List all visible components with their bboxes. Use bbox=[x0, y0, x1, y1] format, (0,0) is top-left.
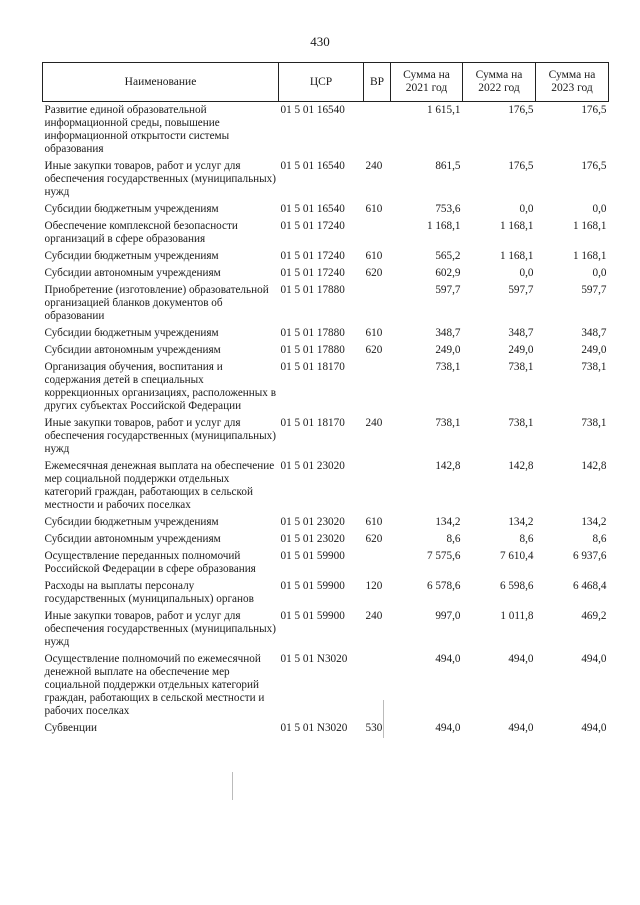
row-name: Иные закупки товаров, работ и услуг для обеспечения государственных (муниципальных) нужд bbox=[44, 160, 276, 198]
row-sum-2022: 7 610,4 bbox=[499, 550, 534, 562]
row-name: Субсидии бюджетным учреждениям bbox=[44, 203, 219, 215]
row-csr: 01 5 01 59900 bbox=[280, 580, 345, 592]
row-csr: 01 5 01 23020 bbox=[280, 516, 345, 528]
row-vr bbox=[364, 550, 391, 580]
row-sum-2023: 738,1 bbox=[581, 417, 607, 429]
row-csr: 01 5 01 17880 bbox=[280, 344, 345, 356]
row-name: Субсидии автономным учреждениям bbox=[44, 533, 221, 545]
table-row bbox=[43, 610, 609, 653]
row-sum-2021: 249,0 bbox=[435, 344, 461, 356]
table-row bbox=[43, 722, 609, 739]
row-sum-2023: 0,0 bbox=[592, 267, 607, 279]
row-vr: 610 bbox=[365, 516, 383, 528]
row-name: Приобретение (изготовление) образовательной организацией бланков документов об образовании bbox=[44, 284, 269, 322]
header-sum-2022: Сумма на 2022 год bbox=[463, 63, 536, 102]
row-vr bbox=[364, 460, 391, 516]
row-sum-2021: 142,8 bbox=[435, 460, 461, 472]
row-name: Организация обучения, воспитания и содержания детей в специальных коррекционных организациях, расположенных в других субъектах Российской Федерации bbox=[44, 361, 276, 412]
row-sum-2022: 6 598,6 bbox=[499, 580, 534, 592]
row-sum-2022: 1 168,1 bbox=[499, 220, 534, 232]
header-sum-2021: Сумма на 2021 год bbox=[391, 63, 463, 102]
row-sum-2021: 6 578,6 bbox=[426, 580, 461, 592]
row-csr: 01 5 01 59900 bbox=[280, 550, 345, 562]
row-sum-2021: 348,7 bbox=[435, 327, 461, 339]
scan-artifact bbox=[232, 772, 233, 800]
row-csr: 01 5 01 N3020 bbox=[280, 722, 348, 734]
table-header bbox=[43, 63, 609, 102]
row-sum-2021: 597,7 bbox=[435, 284, 461, 296]
row-sum-2021: 602,9 bbox=[435, 267, 461, 279]
table-body bbox=[43, 102, 609, 740]
table-row bbox=[43, 327, 609, 344]
row-sum-2023: 176,5 bbox=[581, 160, 607, 172]
table-row bbox=[43, 102, 609, 161]
row-name: Субсидии бюджетным учреждениям bbox=[44, 327, 219, 339]
row-sum-2022: 176,5 bbox=[508, 160, 534, 172]
row-name: Обеспечение комплексной безопасности организаций в сфере образования bbox=[44, 220, 238, 245]
row-vr: 120 bbox=[365, 580, 383, 592]
table-row bbox=[43, 417, 609, 460]
table-row bbox=[43, 533, 609, 550]
row-vr: 240 bbox=[365, 160, 383, 172]
row-csr: 01 5 01 17240 bbox=[280, 267, 345, 279]
row-vr: 610 bbox=[365, 250, 383, 262]
row-csr: 01 5 01 17880 bbox=[280, 327, 345, 339]
header-vr: ВР bbox=[364, 63, 391, 102]
row-sum-2021: 7 575,6 bbox=[426, 550, 461, 562]
row-vr bbox=[364, 220, 391, 250]
table-row bbox=[43, 361, 609, 417]
row-sum-2022: 249,0 bbox=[508, 344, 534, 356]
row-vr: 240 bbox=[365, 417, 383, 429]
row-vr: 530 bbox=[365, 722, 383, 734]
table-row bbox=[43, 160, 609, 203]
row-name: Иные закупки товаров, работ и услуг для обеспечения государственных (муниципальных) нужд bbox=[44, 417, 276, 455]
table-row bbox=[43, 653, 609, 722]
row-sum-2022: 494,0 bbox=[508, 722, 534, 734]
row-vr: 620 bbox=[365, 533, 383, 545]
row-sum-2022: 597,7 bbox=[508, 284, 534, 296]
row-sum-2021: 8,6 bbox=[446, 533, 461, 545]
header-name: Наименование bbox=[43, 63, 279, 102]
row-vr bbox=[364, 653, 391, 722]
row-vr bbox=[364, 102, 391, 161]
row-sum-2023: 134,2 bbox=[581, 516, 607, 528]
row-csr: 01 5 01 18170 bbox=[280, 361, 345, 373]
row-csr: 01 5 01 16540 bbox=[280, 104, 345, 116]
row-vr bbox=[364, 361, 391, 417]
table-row bbox=[43, 344, 609, 361]
row-vr: 240 bbox=[365, 610, 383, 622]
row-sum-2023: 8,6 bbox=[592, 533, 607, 545]
row-sum-2022: 738,1 bbox=[508, 417, 534, 429]
row-sum-2022: 494,0 bbox=[508, 653, 534, 665]
row-sum-2023: 738,1 bbox=[581, 361, 607, 373]
row-csr: 01 5 01 17880 bbox=[280, 284, 345, 296]
table-row bbox=[43, 267, 609, 284]
row-name: Осуществление переданных полномочий Российской Федерации в сфере образования bbox=[44, 550, 256, 575]
table-row bbox=[43, 460, 609, 516]
row-sum-2021: 494,0 bbox=[435, 722, 461, 734]
row-csr: 01 5 01 23020 bbox=[280, 533, 345, 545]
row-name: Субсидии автономным учреждениям bbox=[44, 267, 221, 279]
row-csr: 01 5 01 16540 bbox=[280, 160, 345, 172]
row-sum-2023: 249,0 bbox=[581, 344, 607, 356]
row-sum-2023: 494,0 bbox=[581, 653, 607, 665]
row-name: Субсидии бюджетным учреждениям bbox=[44, 516, 219, 528]
header-csr: ЦСР bbox=[279, 63, 364, 102]
row-csr: 01 5 01 18170 bbox=[280, 417, 345, 429]
row-sum-2021: 997,0 bbox=[435, 610, 461, 622]
row-sum-2023: 348,7 bbox=[581, 327, 607, 339]
row-name: Субсидии бюджетным учреждениям bbox=[44, 250, 219, 262]
table-row bbox=[43, 284, 609, 327]
row-sum-2023: 494,0 bbox=[581, 722, 607, 734]
row-sum-2022: 0,0 bbox=[519, 267, 534, 279]
row-sum-2022: 176,5 bbox=[508, 104, 534, 116]
row-sum-2022: 8,6 bbox=[519, 533, 534, 545]
row-sum-2023: 6 468,4 bbox=[572, 580, 607, 592]
row-sum-2022: 1 168,1 bbox=[499, 250, 534, 262]
row-name: Субвенции bbox=[44, 722, 97, 734]
row-sum-2023: 469,2 bbox=[581, 610, 607, 622]
row-sum-2022: 134,2 bbox=[508, 516, 534, 528]
row-name: Расходы на выплаты персоналу государственных (муниципальных) органов bbox=[44, 580, 254, 605]
row-sum-2021: 494,0 bbox=[435, 653, 461, 665]
row-vr: 610 bbox=[365, 203, 383, 215]
row-sum-2021: 738,1 bbox=[435, 361, 461, 373]
row-sum-2023: 0,0 bbox=[592, 203, 607, 215]
row-sum-2023: 1 168,1 bbox=[572, 220, 607, 232]
row-vr bbox=[364, 284, 391, 327]
row-sum-2023: 6 937,6 bbox=[572, 550, 607, 562]
table-row bbox=[43, 220, 609, 250]
row-sum-2022: 1 011,8 bbox=[500, 610, 534, 622]
row-csr: 01 5 01 17240 bbox=[280, 220, 345, 232]
row-sum-2022: 738,1 bbox=[508, 361, 534, 373]
row-sum-2021: 1 168,1 bbox=[426, 220, 461, 232]
scan-artifact bbox=[383, 700, 384, 738]
row-name: Иные закупки товаров, работ и услуг для обеспечения государственных (муниципальных) нужд bbox=[44, 610, 276, 648]
table-row bbox=[43, 203, 609, 220]
row-sum-2022: 348,7 bbox=[508, 327, 534, 339]
row-sum-2021: 1 615,1 bbox=[426, 104, 461, 116]
row-vr: 620 bbox=[365, 344, 383, 356]
row-sum-2021: 134,2 bbox=[435, 516, 461, 528]
row-sum-2021: 753,6 bbox=[435, 203, 461, 215]
row-sum-2021: 738,1 bbox=[435, 417, 461, 429]
row-csr: 01 5 01 59900 bbox=[280, 610, 345, 622]
budget-table bbox=[42, 62, 609, 739]
row-name: Развитие единой образовательной информационной среды, повышение информационной открытости системы образования bbox=[44, 104, 230, 155]
table-row bbox=[43, 580, 609, 610]
row-sum-2023: 142,8 bbox=[581, 460, 607, 472]
row-sum-2021: 861,5 bbox=[435, 160, 461, 172]
row-sum-2023: 597,7 bbox=[581, 284, 607, 296]
row-sum-2021: 565,2 bbox=[435, 250, 461, 262]
row-sum-2023: 176,5 bbox=[581, 104, 607, 116]
row-csr: 01 5 01 16540 bbox=[280, 203, 345, 215]
row-csr: 01 5 01 17240 bbox=[280, 250, 345, 262]
row-name: Осуществление полномочий по ежемесячной денежной выплате на обеспечение мер социальной поддержки отдельных категорий граждан, работающих в сельской местности и рабочих поселках bbox=[44, 653, 265, 717]
row-csr: 01 5 01 23020 bbox=[280, 460, 345, 472]
row-sum-2023: 1 168,1 bbox=[572, 250, 607, 262]
row-sum-2022: 142,8 bbox=[508, 460, 534, 472]
row-name: Ежемесячная денежная выплата на обеспечение мер социальной поддержки отдельных категорий граждан, работающих в сельской местности и рабочих поселках bbox=[44, 460, 275, 511]
row-csr: 01 5 01 N3020 bbox=[280, 653, 348, 665]
row-vr: 620 bbox=[365, 267, 383, 279]
page-number: 430 bbox=[310, 34, 330, 49]
header-sum-2023: Сумма на 2023 год bbox=[536, 63, 609, 102]
table-row bbox=[43, 516, 609, 533]
row-name: Субсидии автономным учреждениям bbox=[44, 344, 221, 356]
row-vr: 610 bbox=[365, 327, 383, 339]
row-sum-2022: 0,0 bbox=[519, 203, 534, 215]
table-row bbox=[43, 250, 609, 267]
table-row bbox=[43, 550, 609, 580]
